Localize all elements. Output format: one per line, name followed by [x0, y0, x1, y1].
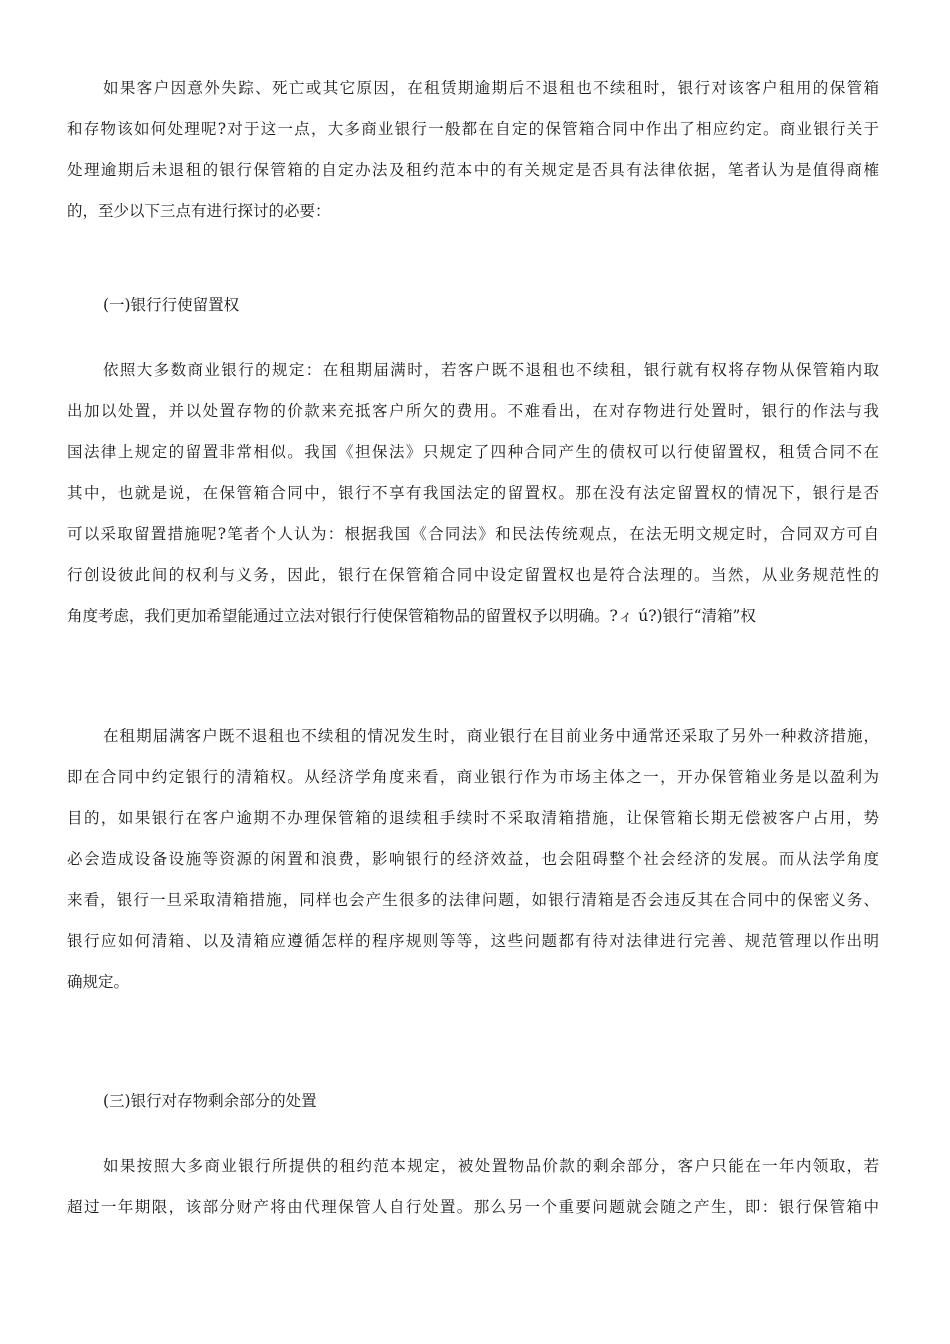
text-line: 必会造成设备设施等资源的闲置和浪费，影响银行的经济效益，也会阻碍整个社会经济的发展。而从法学角度	[67, 850, 879, 868]
text-line: 确规定。	[67, 973, 130, 991]
text-line: 出加以处置，并以处置存物的价款来充抵客户所欠的费用。不难看出，在对存物进行处置时，银行的作法与我	[67, 402, 879, 420]
section-heading-remainder: (三)银行对存物剩余部分的处置	[103, 1092, 317, 1110]
text-line: 和存物该如何处理呢?对于这一点，大多商业银行一般都在自定的保管箱合同中作出了相应约定。商业银行关于	[67, 120, 879, 138]
text-line: 角度考虑，我们更加希望能通过立法对银行行使保管箱物品的留置权予以明确。?ィ ú?)银行“清箱”权	[67, 607, 756, 625]
text-line: 依照大多数商业银行的规定：在租期届满时，若客户既不退租也不续租，银行就有权将存物从保管箱内取	[103, 361, 879, 379]
text-line: 在租期届满客户既不退租也不续租的情况发生时，商业银行在目前业务中通常还采取了另外一种救济措施，	[103, 727, 879, 745]
text-line: 超过一年期限，该部分财产将由代理保管人自行处置。那么另一个重要问题就会随之产生，即：银行保管箱中	[67, 1198, 879, 1216]
text-line: 可以采取留置措施呢?笔者个人认为：根据我国《合同法》和民法传统观点，在法无明文规定时，合同双方可自	[67, 525, 879, 543]
text-line: 行创设彼此间的权利与义务，因此，银行在保管箱合同中设定留置权也是符合法理的。当然，从业务规范性的	[67, 566, 879, 584]
text-line: 银行应如何清箱、以及清箱应遵循怎样的程序规则等等，这些问题都有待对法律进行完善、规范管理以作出明	[67, 932, 879, 950]
paragraph-intro	[67, 68, 879, 232]
text-line: 即在合同中约定银行的清箱权。从经济学角度来看，商业银行作为市场主体之一，开办保管箱业务是以盈利为	[67, 768, 879, 786]
paragraph-clearing	[67, 716, 879, 1003]
text-line: 如果按照大多商业银行所提供的租约范本规定，被处置物品价款的剩余部分，客户只能在一年内领取，若	[103, 1157, 879, 1175]
paragraph-lien	[67, 350, 879, 637]
text-line: 处理逾期后未退租的银行保管箱的自定办法及租约范本中的有关规定是否具有法律依据，笔者认为是值得商榷	[67, 161, 879, 179]
text-line: 来看，银行一旦采取清箱措施，同样也会产生很多的法律问题，如银行清箱是否会违反其在合同中的保密义务、	[67, 891, 879, 909]
text-line: 其中，也就是说，在保管箱合同中，银行不享有我国法定的留置权。那在没有法定留置权的情况下，银行是否	[67, 484, 879, 502]
text-line: 如果客户因意外失踪、死亡或其它原因，在租赁期逾期后不退租也不续租时，银行对该客户租用的保管箱	[103, 79, 879, 97]
text-line: 国法律上规定的留置非常相似。我国《担保法》只规定了四种合同产生的债权可以行使留置权，租赁合同不在	[67, 443, 879, 461]
paragraph-remainder	[67, 1146, 879, 1228]
text-line: 目的，如果银行在客户逾期不办理保管箱的退续租手续时不采取清箱措施，让保管箱长期无偿被客户占用，势	[67, 809, 879, 827]
section-heading-lien: (一)银行行使留置权	[103, 296, 240, 314]
text-line: 的，至少以下三点有进行探讨的必要：	[67, 202, 331, 220]
